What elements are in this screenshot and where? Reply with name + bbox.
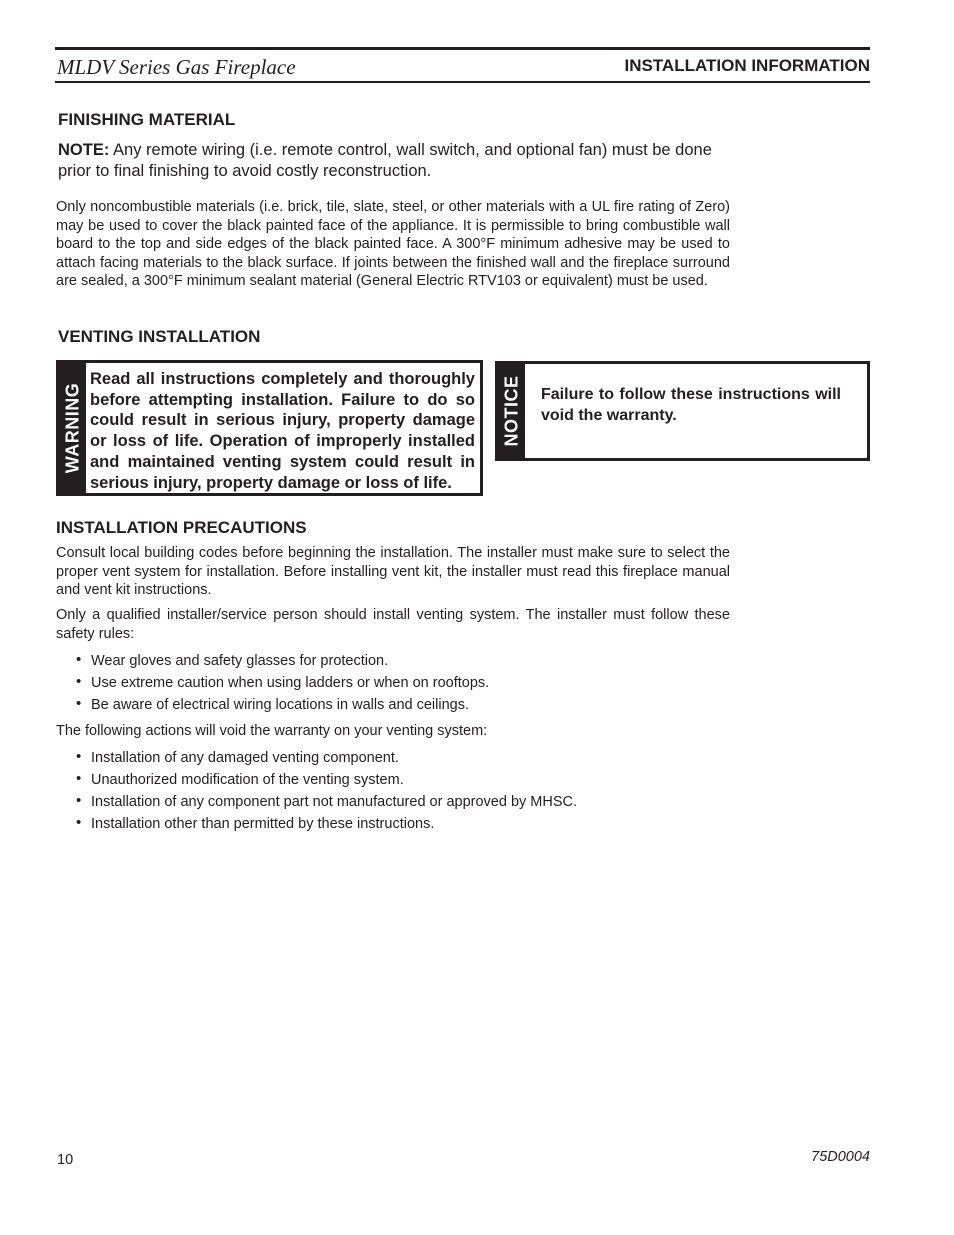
bullet-icon: •: [76, 651, 82, 668]
list-item: [74, 791, 577, 813]
warning-label: WARNING: [62, 382, 82, 474]
list-item-text: Be aware of electrical wiring locations in walls and ceilings.: [91, 697, 469, 713]
warning-text: Read all instructions completely and thoroughly before attempting installation. Failure to do so could result in serious injury, property damage or loss of life. Operation of improperly installed and maintained venting system could result in serious injury, property damage or loss of life.: [90, 370, 475, 492]
list-item: [74, 694, 489, 716]
bullet-icon: •: [76, 792, 82, 809]
installation-precautions-heading: INSTALLATION PRECAUTIONS: [56, 518, 307, 537]
page-number: 10: [57, 1152, 74, 1168]
list-item-text: Wear gloves and safety glasses for protection.: [91, 653, 389, 669]
list-item-text: Unauthorized modification of the venting system.: [91, 772, 404, 788]
precautions-paragraph-1: Consult local building codes before beginning the installation. The installer must make sure to select the proper vent system for installation. Before installing vent kit, the installer must read this fireplace manual and vent kit instructions.: [56, 545, 730, 598]
notice-box: [495, 361, 870, 461]
document-code: 75D0004: [811, 1149, 870, 1165]
notice-label: NOTICE: [501, 375, 521, 447]
finishing-paragraph: Only noncombustible materials (i.e. brick, tile, slate, steel, or other materials with a UL fire rating of Zero) may be used to cover the black painted face of the appliance. It is permissible to bring combustible wall board to the top and side edges of the black painted face. A 300°F minimum adhesive may be used to attach facing materials to the black surface. If joints between the finished wall and the fireplace surround are sealed, a 300°F minimum sealant material (General Electric RTV103 or equivalent) must be used.: [56, 199, 730, 289]
header-rule-bottom: [55, 81, 870, 83]
list-item-text: Use extreme caution when using ladders or when on rooftops.: [91, 675, 490, 691]
bullet-icon: •: [76, 748, 82, 765]
warning-side-bar: [59, 363, 86, 493]
void-actions-list: [74, 747, 577, 835]
finishing-note: [58, 140, 738, 181]
note-text: Any remote wiring (i.e. remote control, wall switch, and optional fan) must be done prior to final finishing to avoid costly reconstruction.: [58, 141, 712, 180]
precautions-paragraph-3: The following actions will void the warranty on your venting system:: [56, 723, 488, 739]
list-item-text: Installation other than permitted by these instructions.: [91, 816, 435, 832]
list-item: [74, 672, 489, 694]
warning-box: [56, 360, 483, 496]
precautions-paragraph-2: Only a qualified installer/service person should install venting system. The installer must follow these safety rules:: [56, 607, 730, 642]
section-title: INSTALLATION INFORMATION: [624, 56, 870, 75]
list-item-text: Installation of any damaged venting component.: [91, 750, 399, 766]
manual-title: MLDV Series Gas Fireplace: [57, 55, 296, 79]
finishing-material-heading: FINISHING MATERIAL: [58, 110, 236, 129]
venting-installation-heading: VENTING INSTALLATION: [58, 327, 261, 346]
list-item: [74, 650, 489, 672]
bullet-icon: •: [76, 814, 82, 831]
list-item: [74, 813, 577, 835]
list-item: [74, 769, 577, 791]
note-label: NOTE:: [58, 141, 110, 159]
list-item: [74, 747, 577, 769]
bullet-icon: •: [76, 770, 82, 787]
notice-text: Failure to follow these instructions will void the warranty.: [541, 386, 841, 424]
header-rule-top: [55, 47, 870, 50]
notice-side-bar: [498, 364, 525, 458]
safety-rules-list: [74, 650, 489, 716]
list-item-text: Installation of any component part not manufactured or approved by MHSC.: [91, 794, 578, 810]
bullet-icon: •: [76, 673, 82, 690]
bullet-icon: •: [76, 695, 82, 712]
